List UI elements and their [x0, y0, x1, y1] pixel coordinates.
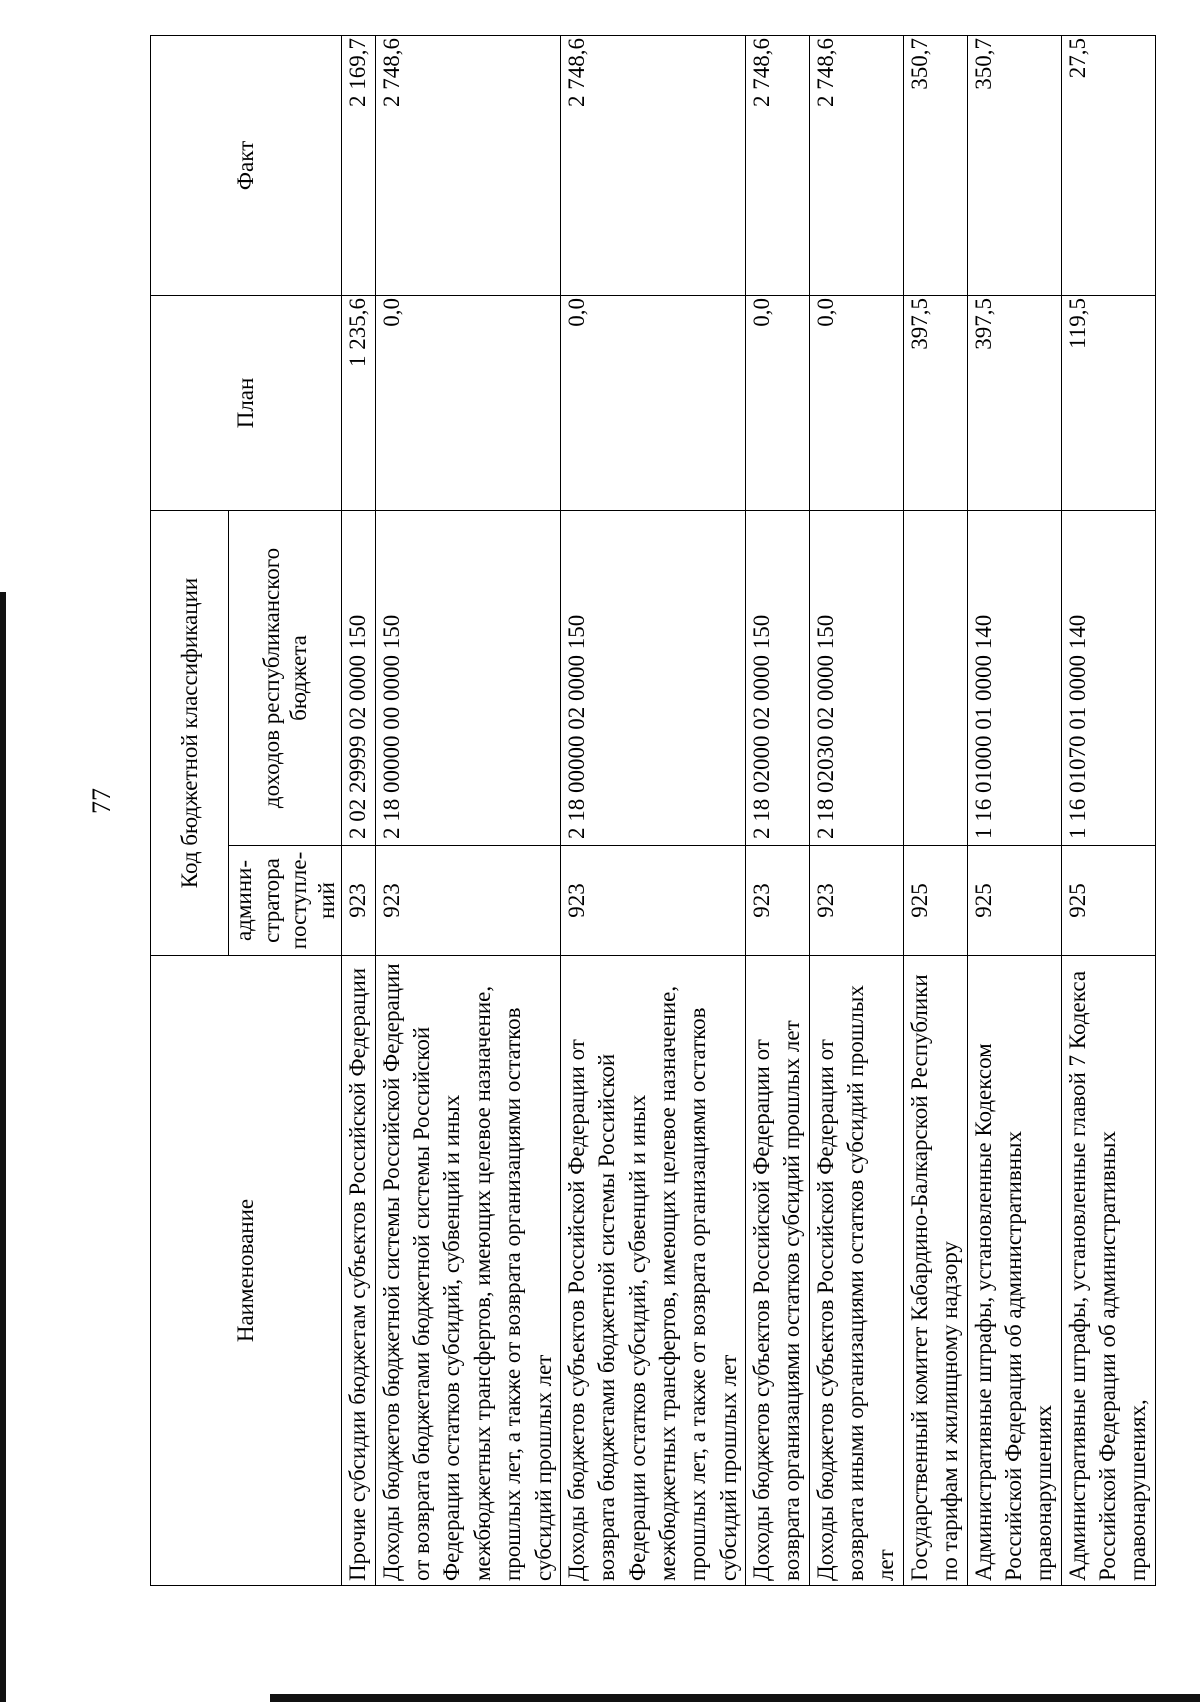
header-revenue: доходов республиканского бюджета [229, 510, 342, 845]
row-code: 2 18 00000 02 0000 150 [560, 510, 745, 845]
row-name: Государственный комитет Кабардино-Балкарской Республики по тарифам и жилищному надзору [903, 956, 967, 1586]
header-fact: Факт [151, 35, 342, 295]
row-fact: 2 169,7 [342, 35, 375, 295]
revenue-table [150, 35, 1156, 1586]
row-code: 2 02 29999 02 0000 150 [342, 510, 375, 845]
row-code [903, 510, 967, 845]
scan-edge-left [0, 592, 6, 1702]
row-admin: 925 [1061, 846, 1155, 956]
row-admin: 923 [560, 846, 745, 956]
row-plan: 397,5 [967, 295, 1061, 510]
page-number: 77 [87, 788, 116, 814]
row-plan: 0,0 [809, 295, 903, 510]
header-plan: План [151, 295, 342, 510]
row-name: Административные штрафы, установленные главой 7 Кодекса Российской Федерации об административных правонарушениях, [1061, 956, 1155, 1586]
row-fact: 2 748,6 [809, 35, 903, 295]
row-fact: 2 748,6 [746, 35, 810, 295]
row-plan: 0,0 [746, 295, 810, 510]
row-plan: 1 235,6 [342, 295, 375, 510]
row-name: Административные штрафы, установленные Кодексом Российской Федерации об административных правонарушениях [967, 956, 1061, 1586]
row-plan: 0,0 [560, 295, 745, 510]
row-fact: 350,7 [903, 35, 967, 295]
row-fact: 2 748,6 [560, 35, 745, 295]
table-row [809, 35, 903, 1585]
row-plan: 0,0 [375, 295, 560, 510]
header-admin: админи-стратора поступле-ний [229, 846, 342, 956]
table-row [342, 35, 375, 1585]
row-code: 1 16 01070 01 0000 140 [1061, 510, 1155, 845]
row-admin: 923 [375, 846, 560, 956]
row-name: Прочие субсидии бюджетам субъектов Российской Федерации [342, 956, 375, 1586]
table-row [967, 35, 1061, 1585]
header-name: Наименование [151, 956, 342, 1586]
row-name: Доходы бюджетов субъектов Российской Федерации от возврата иными организациями остатков субсидий прошлых лет [809, 956, 903, 1586]
table-row [746, 35, 810, 1585]
header-code-group: Код бюджетной классификации [151, 510, 229, 955]
row-name: Доходы бюджетов бюджетной системы Российской Федерации от возврата бюджетами бюджетной системы Российской Федерации остатков субсидий, субвенций и иных межбюджетных трансфертов, имеющих целевое назначение, прошлых лет, а также от возврата организациями остатков субсидий прошлых лет [375, 956, 560, 1586]
row-code: 2 18 00000 00 0000 150 [375, 510, 560, 845]
row-admin: 923 [809, 846, 903, 956]
row-fact: 27,5 [1061, 35, 1155, 295]
row-fact: 2 748,6 [375, 35, 560, 295]
row-plan: 397,5 [903, 295, 967, 510]
row-code: 2 18 02000 02 0000 150 [746, 510, 810, 845]
scan-edge-bottom [270, 1694, 1200, 1702]
table-row [1061, 35, 1155, 1585]
row-name: Доходы бюджетов субъектов Российской Федерации от возврата организациями остатков субсидий прошлых лет [746, 956, 810, 1586]
table-row [903, 35, 967, 1585]
rotated-table-wrapper [150, 36, 1151, 1586]
row-code: 2 18 02030 02 0000 150 [809, 510, 903, 845]
row-admin: 925 [903, 846, 967, 956]
table-row [560, 35, 745, 1585]
row-plan: 119,5 [1061, 295, 1155, 510]
row-name: Доходы бюджетов субъектов Российской Федерации от возврата бюджетами бюджетной системы Российской Федерации остатков субсидий, субвенций и иных межбюджетных трансфертов, имеющих целевое назначение, прошлых лет, а также от возврата организациями остатков субсидий прошлых лет [560, 956, 745, 1586]
row-admin: 923 [342, 846, 375, 956]
row-fact: 350,7 [967, 35, 1061, 295]
row-code: 1 16 01000 01 0000 140 [967, 510, 1061, 845]
table-row [375, 35, 560, 1585]
row-admin: 925 [967, 846, 1061, 956]
row-admin: 923 [746, 846, 810, 956]
